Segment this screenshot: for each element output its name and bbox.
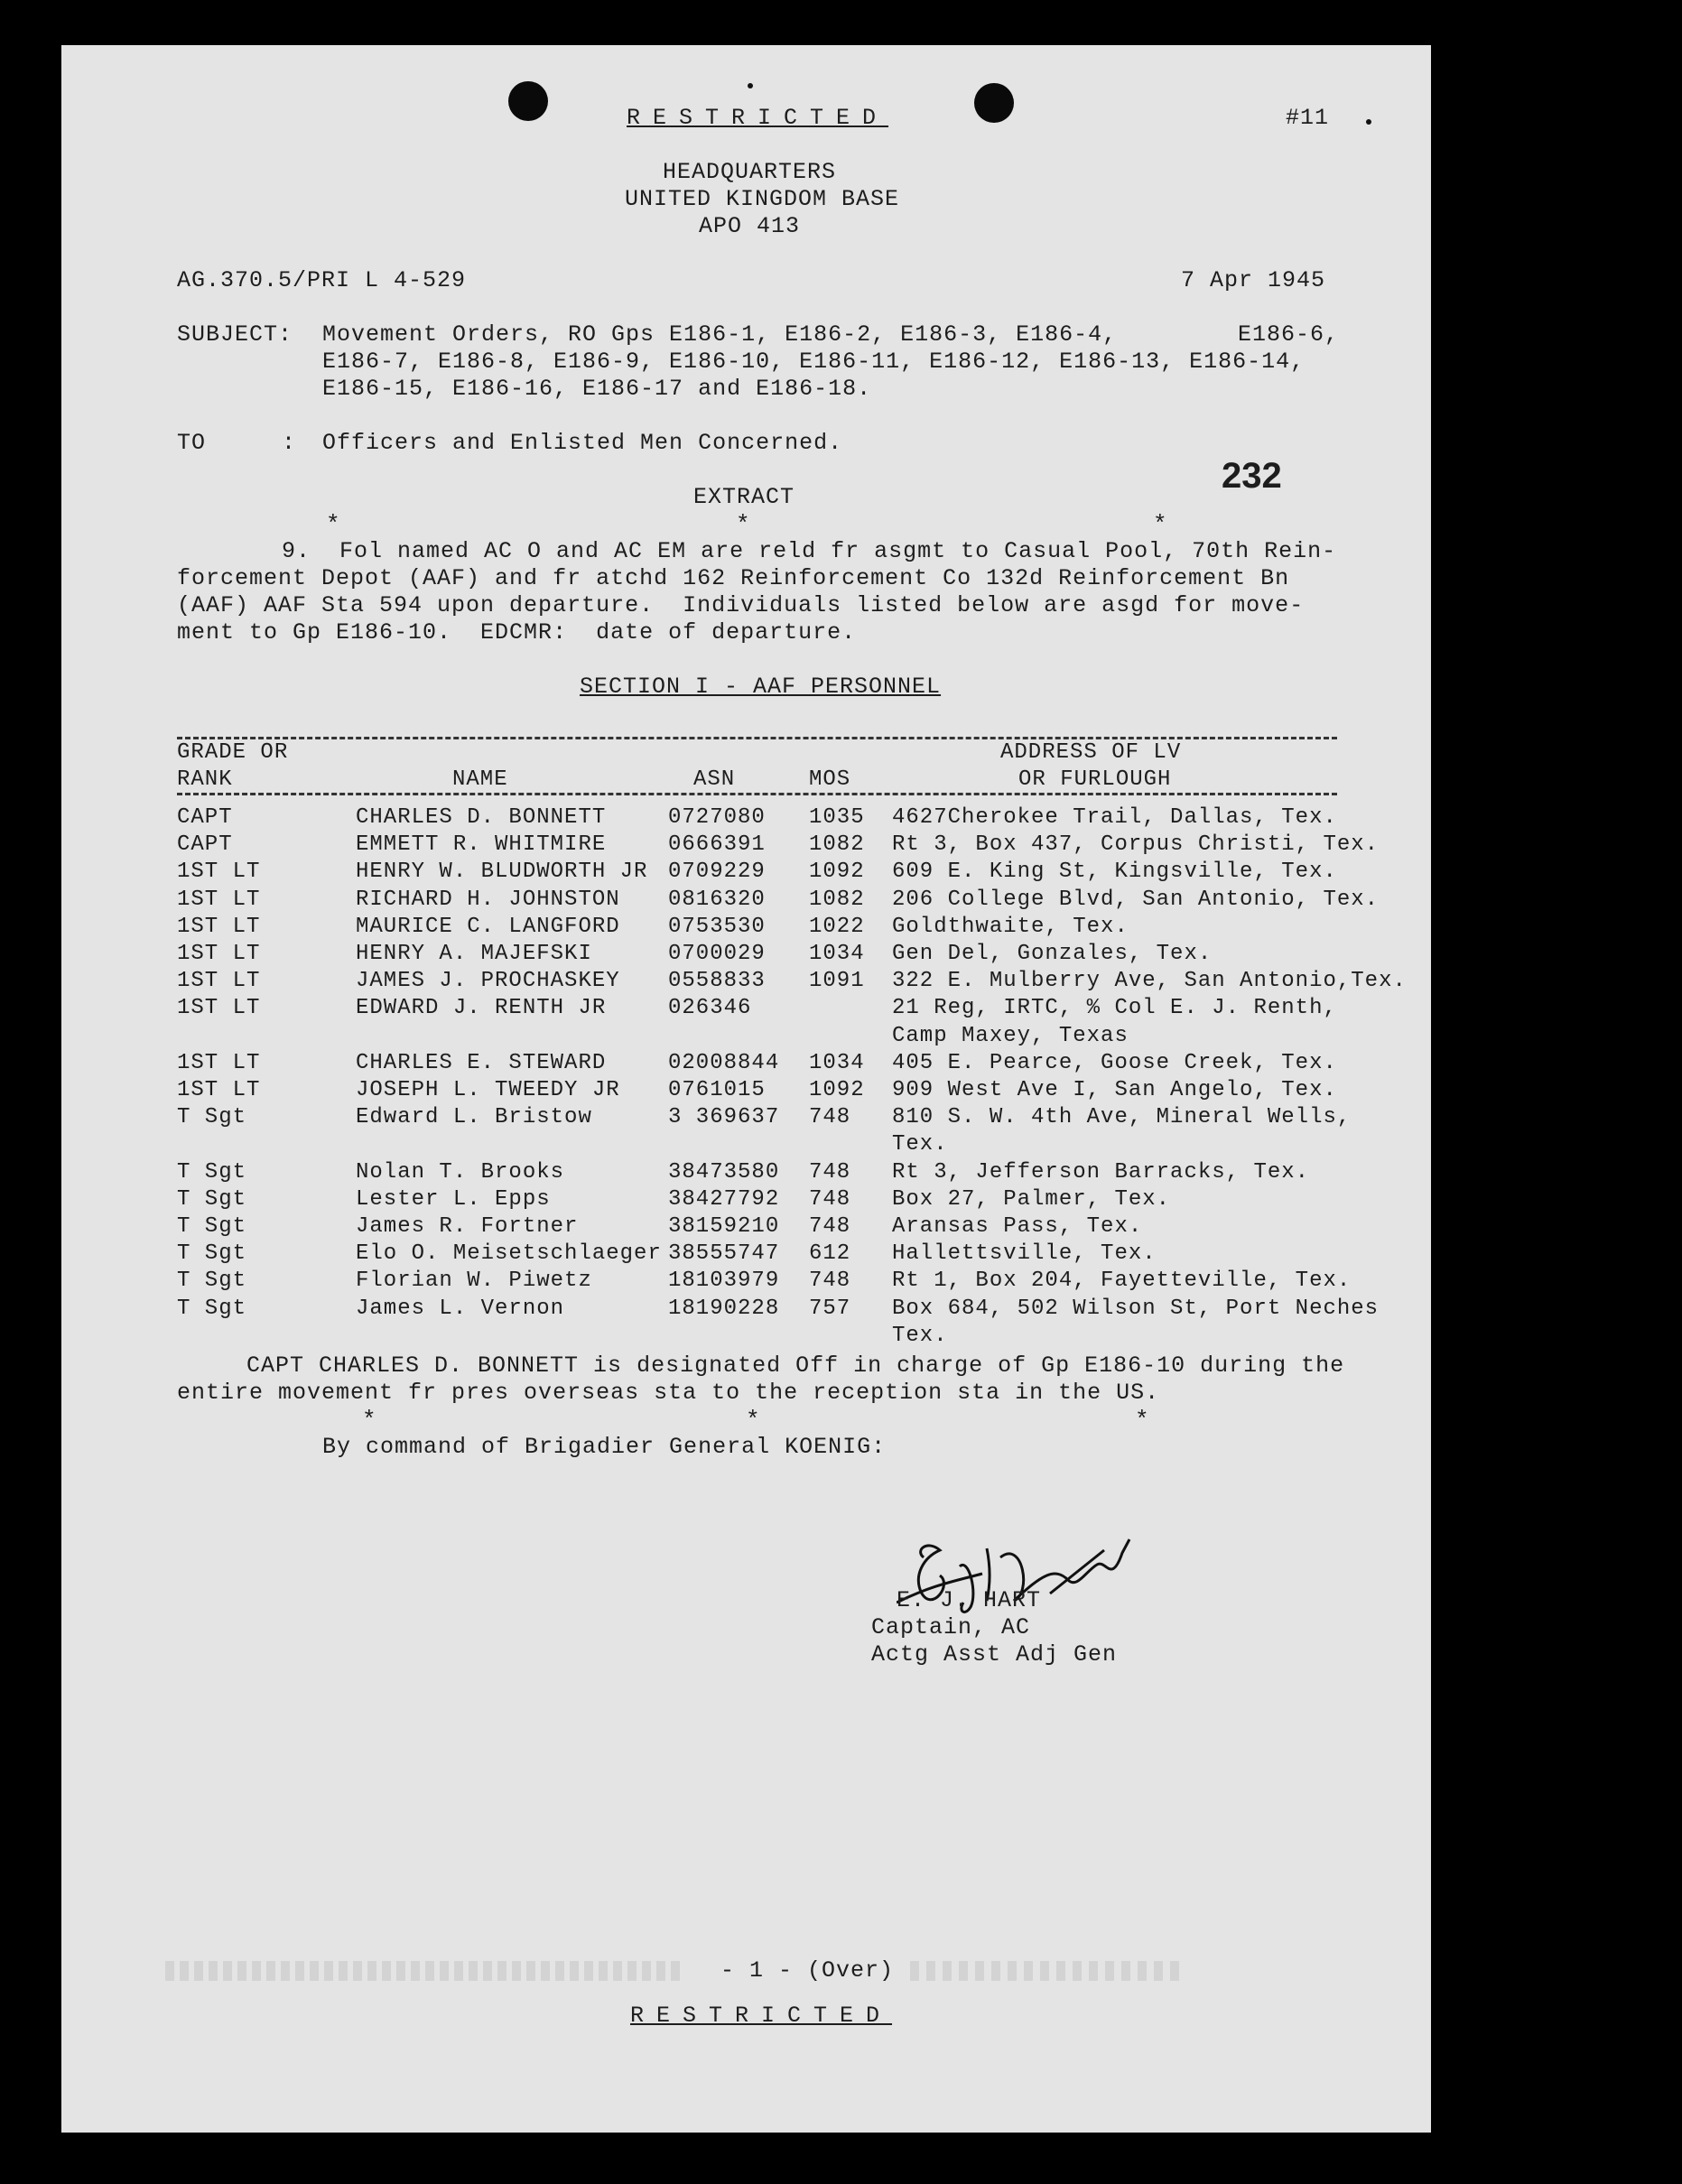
punch-hole-right xyxy=(974,83,1014,123)
cell-name: JAMES J. PROCHASKEY xyxy=(356,969,620,994)
table-row xyxy=(61,996,1416,1023)
table-row xyxy=(61,1269,1416,1296)
cell-address: Hallettsville, Tex. xyxy=(892,1241,1157,1267)
subject-line-3: E186-15, E186-16, E186-17 and E186-18. xyxy=(322,376,872,402)
cell-grade: 1ST LT xyxy=(177,1050,261,1075)
cell-address: Rt 3, Jefferson Barracks, Tex. xyxy=(892,1159,1310,1185)
cell-grade: 1ST LT xyxy=(177,887,261,912)
cell-mos: 1035 xyxy=(809,805,865,830)
cell-asn: 38159210 xyxy=(668,1214,780,1239)
header-asn: ASN xyxy=(693,767,736,792)
table-row xyxy=(61,860,1416,887)
cell-grade: 1ST LT xyxy=(177,942,261,966)
restricted-top: RESTRICTED xyxy=(627,105,889,131)
cell-address: Box 684, 502 Wilson St, Port Neches xyxy=(892,1296,1380,1321)
cell-address: Camp Maxey, Texas xyxy=(892,1023,1129,1048)
signature-role: Actg Asst Adj Gen xyxy=(871,1641,1118,1668)
cell-asn: 18190228 xyxy=(668,1296,780,1321)
cell-address: 322 E. Mulberry Ave, San Antonio,Tex. xyxy=(892,969,1407,994)
extract-label: EXTRACT xyxy=(693,484,795,510)
cell-mos: 1082 xyxy=(809,887,865,912)
cell-mos: 748 xyxy=(809,1269,851,1294)
table-row xyxy=(61,969,1416,996)
cell-asn: 38473580 xyxy=(668,1159,780,1185)
cell-name: Elo O. Meisetschlaeger xyxy=(356,1241,662,1267)
header-name: NAME xyxy=(452,767,508,792)
to-text: Officers and Enlisted Men Concerned. xyxy=(322,430,843,456)
cell-name: HENRY W. BLUDWORTH JR xyxy=(356,860,648,885)
subject-line-1-tail: E186-6, xyxy=(1238,321,1340,348)
table-row xyxy=(61,1160,1416,1187)
cell-asn: 0709229 xyxy=(668,860,766,885)
cell-grade: T Sgt xyxy=(177,1241,247,1267)
cell-mos: 1082 xyxy=(809,832,865,858)
to-colon: : xyxy=(282,430,297,456)
cell-asn: 38555747 xyxy=(668,1241,780,1267)
cell-asn: 0558833 xyxy=(668,969,766,994)
cell-grade: 1ST LT xyxy=(177,914,261,939)
file-reference: AG.370.5/PRI L 4-529 xyxy=(177,267,467,293)
org-line-2: UNITED KINGDOM BASE xyxy=(625,186,900,212)
cell-address: 21 Reg, IRTC, % Col E. J. Renth, xyxy=(892,996,1337,1021)
cell-name: EMMETT R. WHITMIRE xyxy=(356,832,607,858)
section-title: SECTION I - AAF PERSONNEL xyxy=(580,674,942,700)
cell-grade: T Sgt xyxy=(177,1105,247,1130)
subject-label: SUBJECT: xyxy=(177,321,293,348)
table-row xyxy=(61,805,1416,832)
speck-right xyxy=(1366,119,1371,125)
cell-address: Aransas Pass, Tex. xyxy=(892,1214,1143,1239)
punch-hole-left xyxy=(508,81,548,121)
subject-line-1: Movement Orders, RO Gps E186-1, E186-2, E186-3, E186-4, xyxy=(322,321,1118,348)
to-label: TO xyxy=(177,430,207,456)
cell-name: CHARLES E. STEWARD xyxy=(356,1050,607,1075)
table-top-rule xyxy=(177,737,1337,739)
cell-address: Tex. xyxy=(892,1132,948,1157)
table-row xyxy=(61,942,1416,969)
table-row xyxy=(61,1214,1416,1241)
cell-asn: 0761015 xyxy=(668,1078,766,1102)
cell-name: Edward L. Bristow xyxy=(356,1105,592,1130)
separator-star-5: * xyxy=(746,1407,761,1434)
stamped-number: 232 xyxy=(1222,456,1282,496)
cell-address: 810 S. W. 4th Ave, Mineral Wells, xyxy=(892,1105,1352,1130)
paragraph-line-1: 9. Fol named AC O and AC EM are reld fr asgmt to Casual Pool, 70th Rein- xyxy=(282,538,1337,564)
cell-mos: 748 xyxy=(809,1214,851,1239)
cell-name: EDWARD J. RENTH JR xyxy=(356,996,607,1021)
cell-asn: 0816320 xyxy=(668,887,766,912)
restricted-bottom: RESTRICTED xyxy=(630,2003,893,2029)
cell-mos: 612 xyxy=(809,1241,851,1267)
table-row xyxy=(61,1241,1416,1269)
bleed-through-left xyxy=(165,1961,680,1981)
table-row xyxy=(61,915,1416,942)
table-row xyxy=(61,1324,1416,1351)
cell-asn: 0666391 xyxy=(668,832,766,858)
org-line-3: APO 413 xyxy=(699,213,801,239)
cell-asn: 0700029 xyxy=(668,942,766,966)
cell-address: 206 College Blvd, San Antonio, Tex. xyxy=(892,887,1380,912)
cell-grade: T Sgt xyxy=(177,1214,247,1239)
cell-address: 609 E. King St, Kingsville, Tex. xyxy=(892,860,1337,885)
cell-mos: 748 xyxy=(809,1186,851,1212)
table-row xyxy=(61,1078,1416,1105)
cell-mos: 757 xyxy=(809,1296,851,1321)
cell-mos: 1091 xyxy=(809,969,865,994)
closing-line-1: CAPT CHARLES D. BONNETT is designated Off in charge of Gp E186-10 during the xyxy=(246,1352,1345,1379)
table-row xyxy=(61,832,1416,860)
cell-name: Florian W. Piwetz xyxy=(356,1269,592,1294)
table-row xyxy=(61,1296,1416,1324)
signature-name: E. J. HART xyxy=(897,1587,1042,1613)
cell-mos: 1034 xyxy=(809,942,865,966)
header-grade-1: GRADE OR xyxy=(177,740,289,765)
org-line-1: HEADQUARTERS xyxy=(663,159,837,185)
cell-grade: T Sgt xyxy=(177,1269,247,1294)
cell-name: Nolan T. Brooks xyxy=(356,1159,565,1185)
cell-name: HENRY A. MAJEFSKI xyxy=(356,942,592,966)
separator-star-1: * xyxy=(326,511,341,538)
cell-asn: 3 369637 xyxy=(668,1105,780,1130)
document-sheet xyxy=(61,45,1431,2133)
table-header-rule xyxy=(177,793,1337,795)
cell-grade: 1ST LT xyxy=(177,996,261,1021)
table-row xyxy=(61,1187,1416,1214)
cell-grade: T Sgt xyxy=(177,1159,247,1185)
separator-star-3: * xyxy=(1153,511,1168,538)
cell-address: Rt 3, Box 437, Corpus Christi, Tex. xyxy=(892,832,1380,858)
cell-address: Goldthwaite, Tex. xyxy=(892,914,1129,939)
separator-star-2: * xyxy=(736,511,751,538)
cell-mos: 1092 xyxy=(809,860,865,885)
header-grade-2: RANK xyxy=(177,767,233,792)
document-date: 7 Apr 1945 xyxy=(1181,267,1326,293)
cell-asn: 0727080 xyxy=(668,805,766,830)
cell-name: James L. Vernon xyxy=(356,1296,565,1321)
separator-star-6: * xyxy=(1135,1407,1150,1434)
table-row xyxy=(61,1024,1416,1051)
header-address-2: OR FURLOUGH xyxy=(1018,767,1172,792)
cell-mos: 748 xyxy=(809,1159,851,1185)
cell-address: Gen Del, Gonzales, Tex. xyxy=(892,942,1213,966)
paragraph-line-3: (AAF) AAF Sta 594 upon departure. Individuals listed below are asgd for move- xyxy=(177,592,1305,618)
cell-name: MAURICE C. LANGFORD xyxy=(356,914,620,939)
signature-title: Captain, AC xyxy=(871,1614,1031,1640)
cell-grade: 1ST LT xyxy=(177,1078,261,1102)
page-number: - 1 - (Over) xyxy=(720,1957,895,1984)
bleed-through-right xyxy=(910,1961,1181,1981)
closing-line-2: entire movement fr pres overseas sta to the reception sta in the US. xyxy=(177,1380,1160,1406)
header-mos: MOS xyxy=(809,767,851,792)
cell-asn: 0753530 xyxy=(668,914,766,939)
cell-asn: 026346 xyxy=(668,996,752,1021)
cell-name: Lester L. Epps xyxy=(356,1186,551,1212)
subject-line-2: E186-7, E186-8, E186-9, E186-10, E186-11, E186-12, E186-13, E186-14, xyxy=(322,349,1306,375)
cell-asn: 18103979 xyxy=(668,1269,780,1294)
paragraph-line-4: ment to Gp E186-10. EDCMR: date of departure. xyxy=(177,619,857,646)
cell-grade: T Sgt xyxy=(177,1296,247,1321)
cell-mos: 748 xyxy=(809,1105,851,1130)
cell-name: James R. Fortner xyxy=(356,1214,579,1239)
table-row xyxy=(61,1105,1416,1132)
cell-mos: 1022 xyxy=(809,914,865,939)
cell-address: Tex. xyxy=(892,1323,948,1348)
cell-mos: 1034 xyxy=(809,1050,865,1075)
cell-grade: 1ST LT xyxy=(177,969,261,994)
cell-name: RICHARD H. JOHNSTON xyxy=(356,887,620,912)
cell-name: JOSEPH L. TWEEDY JR xyxy=(356,1078,620,1102)
cell-address: 405 E. Pearce, Goose Creek, Tex. xyxy=(892,1050,1337,1075)
page-mark: #11 xyxy=(1286,105,1330,131)
cell-grade: 1ST LT xyxy=(177,860,261,885)
cell-asn: 02008844 xyxy=(668,1050,780,1075)
cell-address: Rt 1, Box 204, Fayetteville, Tex. xyxy=(892,1269,1352,1294)
header-address-1: ADDRESS OF LV xyxy=(1000,740,1182,765)
cell-name: CHARLES D. BONNETT xyxy=(356,805,607,830)
cell-address: Box 27, Palmer, Tex. xyxy=(892,1186,1171,1212)
cell-grade: T Sgt xyxy=(177,1186,247,1212)
cell-mos: 1092 xyxy=(809,1078,865,1102)
table-row xyxy=(61,1051,1416,1078)
cell-address: 909 West Ave I, San Angelo, Tex. xyxy=(892,1078,1337,1102)
cell-address: 4627Cherokee Trail, Dallas, Tex. xyxy=(892,805,1337,830)
cell-grade: CAPT xyxy=(177,805,233,830)
cell-grade: CAPT xyxy=(177,832,233,858)
table-row xyxy=(61,888,1416,915)
speck-top xyxy=(748,83,753,88)
table-row xyxy=(61,1132,1416,1159)
separator-star-4: * xyxy=(362,1407,377,1434)
command-line: By command of Brigadier General KOENIG: xyxy=(322,1434,887,1460)
cell-asn: 38427792 xyxy=(668,1186,780,1212)
paragraph-line-2: forcement Depot (AAF) and fr atchd 162 Reinforcement Co 132d Reinforcement Bn xyxy=(177,565,1290,591)
